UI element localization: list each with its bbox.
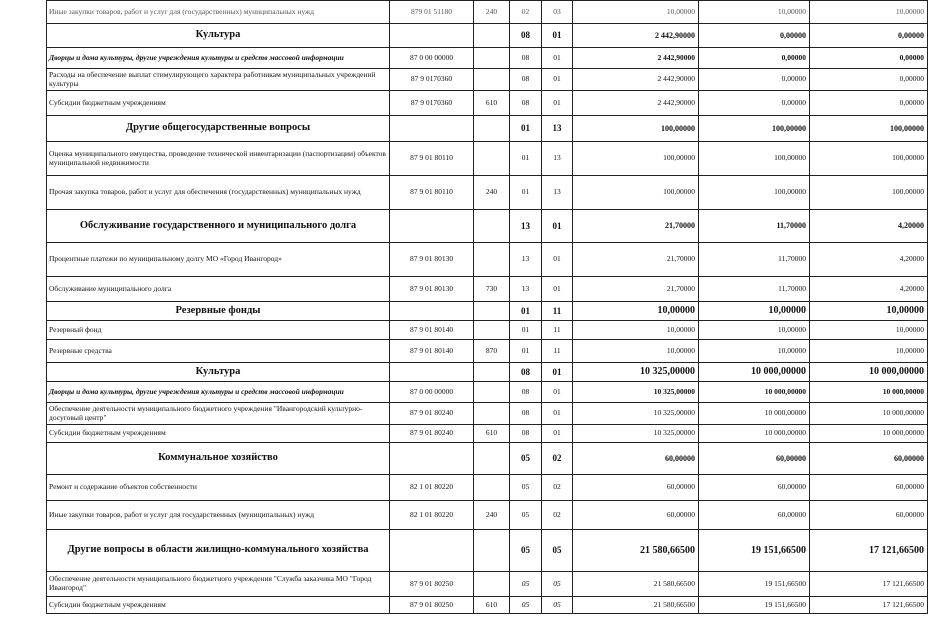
row-value-2: 19 151,66500 — [699, 572, 810, 597]
row-vr — [474, 302, 510, 321]
row-pr: 02 — [542, 475, 573, 501]
row-pr: 02 — [542, 443, 573, 475]
row-rz: 08 — [510, 363, 542, 382]
row-pr: 01 — [542, 48, 573, 69]
row-value-3: 100,00000 — [810, 176, 928, 210]
row-pr: 01 — [542, 91, 573, 116]
row-rz: 05 — [510, 572, 542, 597]
row-rz: 01 — [510, 176, 542, 210]
row-rz: 13 — [510, 243, 542, 277]
row-value-1: 10 325,00000 — [573, 425, 699, 443]
row-value-2: 100,00000 — [699, 142, 810, 176]
row-rz: 02 — [510, 1, 542, 24]
row-value-1: 21 580,66500 — [573, 597, 699, 614]
table-row — [47, 1, 928, 24]
row-vr — [474, 321, 510, 340]
row-name: Иные закупки товаров, работ и услуг для (государственных) муниципальных нужд — [47, 1, 390, 24]
row-vr: 870 — [474, 340, 510, 363]
row-pr: 01 — [542, 210, 573, 243]
row-rz: 13 — [510, 210, 542, 243]
row-value-3: 60,00000 — [810, 443, 928, 475]
row-vr — [474, 403, 510, 425]
row-rz: 05 — [510, 501, 542, 530]
row-name: Субсидии бюджетным учреждениям — [47, 597, 390, 614]
row-rz: 01 — [510, 340, 542, 363]
row-code: 87 9 01 80240 — [390, 403, 474, 425]
row-rz: 13 — [510, 277, 542, 302]
row-rz: 08 — [510, 382, 542, 403]
row-value-3: 10,00000 — [810, 340, 928, 363]
row-value-3: 100,00000 — [810, 116, 928, 142]
row-pr: 11 — [542, 302, 573, 321]
row-pr: 01 — [542, 382, 573, 403]
row-value-2: 100,00000 — [699, 176, 810, 210]
row-value-1: 100,00000 — [573, 116, 699, 142]
row-code: 87 9 01 80130 — [390, 243, 474, 277]
row-code: 87 9 01 80140 — [390, 340, 474, 363]
row-value-2: 10 000,00000 — [699, 363, 810, 382]
section-row — [47, 24, 928, 48]
row-value-2: 19 151,66500 — [699, 597, 810, 614]
row-name: Иные закупки товаров, работ и услуг для государственных (муниципальных) нужд — [47, 501, 390, 530]
row-value-1: 60,00000 — [573, 501, 699, 530]
budget-table — [46, 0, 928, 614]
row-rz: 05 — [510, 475, 542, 501]
row-value-3: 100,00000 — [810, 142, 928, 176]
row-name: Коммунальное хозяйство — [47, 443, 390, 475]
row-code — [390, 443, 474, 475]
row-value-3: 10,00000 — [810, 321, 928, 340]
row-pr: 01 — [542, 425, 573, 443]
row-value-3: 4,20000 — [810, 243, 928, 277]
row-rz: 01 — [510, 302, 542, 321]
row-rz: 05 — [510, 530, 542, 572]
row-vr: 610 — [474, 425, 510, 443]
row-name: Резервные фонды — [47, 302, 390, 321]
row-value-2: 0,00000 — [699, 91, 810, 116]
row-value-1: 2 442,90000 — [573, 48, 699, 69]
table-row — [47, 340, 928, 363]
row-name: Процентные платежи по муниципальному долгу МО «Город Ивангород» — [47, 243, 390, 277]
row-rz: 08 — [510, 24, 542, 48]
row-code — [390, 363, 474, 382]
row-vr — [474, 443, 510, 475]
row-pr: 02 — [542, 501, 573, 530]
row-value-1: 10,00000 — [573, 340, 699, 363]
row-code — [390, 530, 474, 572]
table-row — [47, 321, 928, 340]
row-pr: 01 — [542, 69, 573, 91]
row-pr: 01 — [542, 403, 573, 425]
row-code — [390, 24, 474, 48]
row-value-3: 10 000,00000 — [810, 425, 928, 443]
row-value-2: 60,00000 — [699, 443, 810, 475]
row-vr — [474, 243, 510, 277]
row-rz: 08 — [510, 69, 542, 91]
row-value-2: 60,00000 — [699, 475, 810, 501]
table-row — [47, 425, 928, 443]
row-name: Дворцы и дома культуры, другие учреждения культуры и средств массовой информации — [47, 382, 390, 403]
row-value-3: 4,20000 — [810, 277, 928, 302]
row-code — [390, 302, 474, 321]
table-row — [47, 91, 928, 116]
row-pr: 03 — [542, 1, 573, 24]
row-pr: 01 — [542, 24, 573, 48]
row-pr: 05 — [542, 597, 573, 614]
row-value-1: 2 442,90000 — [573, 24, 699, 48]
row-name: Обслуживание муниципального долга — [47, 277, 390, 302]
row-code: 87 9 01 80110 — [390, 142, 474, 176]
row-value-3: 10 000,00000 — [810, 382, 928, 403]
row-vr: 240 — [474, 501, 510, 530]
row-value-3: 17 121,66500 — [810, 572, 928, 597]
row-code: 87 9 01 80140 — [390, 321, 474, 340]
row-value-3: 17 121,66500 — [810, 530, 928, 572]
row-value-1: 10 325,00000 — [573, 382, 699, 403]
row-code: 82 1 01 80220 — [390, 475, 474, 501]
row-name: Прочая закупка товаров, работ и услуг для обеспечения (государственных) муниципальных нужд — [47, 176, 390, 210]
row-value-3: 10,00000 — [810, 1, 928, 24]
row-value-3: 10 000,00000 — [810, 403, 928, 425]
row-value-2: 0,00000 — [699, 24, 810, 48]
row-value-3: 10 000,00000 — [810, 363, 928, 382]
row-name: Обеспечение деятельности муниципального бюджетного учреждения "Ивангородский культурно-досуговый центр" — [47, 403, 390, 425]
row-value-1: 100,00000 — [573, 176, 699, 210]
row-pr: 11 — [542, 321, 573, 340]
row-rz: 01 — [510, 142, 542, 176]
row-value-1: 21,70000 — [573, 277, 699, 302]
row-value-2: 10 000,00000 — [699, 425, 810, 443]
row-name: Субсидии бюджетным учреждениям — [47, 425, 390, 443]
section-row — [47, 210, 928, 243]
row-name: Субсидии бюджетным учреждениям — [47, 91, 390, 116]
row-vr: 240 — [474, 1, 510, 24]
row-value-1: 60,00000 — [573, 443, 699, 475]
row-name: Обслуживание государственного и муниципального долга — [47, 210, 390, 243]
row-name: Резервный фонд — [47, 321, 390, 340]
row-vr — [474, 572, 510, 597]
row-vr: 610 — [474, 597, 510, 614]
row-value-3: 10,00000 — [810, 302, 928, 321]
row-value-1: 2 442,90000 — [573, 91, 699, 116]
row-value-1: 10 325,00000 — [573, 403, 699, 425]
row-pr: 01 — [542, 243, 573, 277]
row-value-1: 10 325,00000 — [573, 363, 699, 382]
row-vr: 610 — [474, 91, 510, 116]
row-vr — [474, 142, 510, 176]
row-rz: 08 — [510, 91, 542, 116]
row-rz: 05 — [510, 597, 542, 614]
table-row — [47, 277, 928, 302]
row-value-1: 10,00000 — [573, 302, 699, 321]
row-name: Другие вопросы в области жилищно-коммунального хозяйства — [47, 530, 390, 572]
row-code: 82 1 01 80220 — [390, 501, 474, 530]
row-value-2: 11,70000 — [699, 210, 810, 243]
row-value-1: 2 442,90000 — [573, 69, 699, 91]
row-rz: 01 — [510, 116, 542, 142]
row-value-3: 60,00000 — [810, 475, 928, 501]
row-name: Обеспечение деятельности муниципального бюджетного учреждения "Служба заказчика МО "Город Ивангород" — [47, 572, 390, 597]
row-pr: 01 — [542, 363, 573, 382]
row-vr: 730 — [474, 277, 510, 302]
section-row — [47, 363, 928, 382]
row-vr — [474, 48, 510, 69]
row-name: Культура — [47, 363, 390, 382]
row-name: Резервные средства — [47, 340, 390, 363]
row-vr — [474, 530, 510, 572]
row-value-2: 10,00000 — [699, 1, 810, 24]
row-vr — [474, 69, 510, 91]
row-value-2: 11,70000 — [699, 243, 810, 277]
table-row — [47, 176, 928, 210]
row-vr — [474, 24, 510, 48]
row-value-1: 21 580,66500 — [573, 530, 699, 572]
row-value-2: 10,00000 — [699, 340, 810, 363]
row-value-1: 100,00000 — [573, 142, 699, 176]
row-value-2: 60,00000 — [699, 501, 810, 530]
row-value-2: 11,70000 — [699, 277, 810, 302]
section-row — [47, 530, 928, 572]
row-value-3: 0,00000 — [810, 48, 928, 69]
row-value-3: 60,00000 — [810, 501, 928, 530]
row-value-1: 21,70000 — [573, 210, 699, 243]
table-row — [47, 382, 928, 403]
row-rz: 05 — [510, 443, 542, 475]
table-row — [47, 243, 928, 277]
row-code: 87 9 01 80130 — [390, 277, 474, 302]
row-code: 87 9 0170360 — [390, 91, 474, 116]
row-value-3: 0,00000 — [810, 24, 928, 48]
row-pr: 01 — [542, 277, 573, 302]
row-value-2: 0,00000 — [699, 69, 810, 91]
table-row — [47, 69, 928, 91]
row-vr — [474, 363, 510, 382]
row-pr: 13 — [542, 142, 573, 176]
row-pr: 13 — [542, 176, 573, 210]
row-code: 87 0 00 00000 — [390, 382, 474, 403]
row-vr: 240 — [474, 176, 510, 210]
table-row — [47, 475, 928, 501]
row-rz: 08 — [510, 403, 542, 425]
row-name: Дворцы и дома культуры, другие учреждения культуры и средств массовой информации — [47, 48, 390, 69]
row-rz: 08 — [510, 48, 542, 69]
section-row — [47, 116, 928, 142]
row-value-1: 21 580,66500 — [573, 572, 699, 597]
row-code: 87 9 01 80240 — [390, 425, 474, 443]
row-value-2: 19 151,66500 — [699, 530, 810, 572]
row-value-3: 0,00000 — [810, 69, 928, 91]
row-rz: 08 — [510, 425, 542, 443]
row-vr — [474, 210, 510, 243]
row-value-2: 10 000,00000 — [699, 382, 810, 403]
row-code: 87 9 01 80110 — [390, 176, 474, 210]
row-value-2: 10 000,00000 — [699, 403, 810, 425]
row-value-3: 17 121,66500 — [810, 597, 928, 614]
row-value-2: 100,00000 — [699, 116, 810, 142]
row-vr — [474, 382, 510, 403]
row-vr — [474, 475, 510, 501]
row-code: 87 9 01 80250 — [390, 597, 474, 614]
row-value-1: 10,00000 — [573, 321, 699, 340]
row-value-1: 10,00000 — [573, 1, 699, 24]
row-name: Другие общегосударственные вопросы — [47, 116, 390, 142]
table-row — [47, 403, 928, 425]
row-code — [390, 210, 474, 243]
row-rz: 01 — [510, 321, 542, 340]
row-value-2: 0,00000 — [699, 48, 810, 69]
section-row — [47, 302, 928, 321]
row-code: 87 9 0170360 — [390, 69, 474, 91]
table-row — [47, 597, 928, 614]
row-value-3: 0,00000 — [810, 91, 928, 116]
table-row — [47, 48, 928, 69]
table-row — [47, 142, 928, 176]
row-value-3: 4,20000 — [810, 210, 928, 243]
budget-sheet — [46, 0, 924, 614]
row-code: 879 01 51180 — [390, 1, 474, 24]
row-code: 87 9 01 80250 — [390, 572, 474, 597]
row-code: 87 0 00 00000 — [390, 48, 474, 69]
row-value-2: 10,00000 — [699, 321, 810, 340]
row-value-1: 21,70000 — [573, 243, 699, 277]
row-code — [390, 116, 474, 142]
table-row — [47, 572, 928, 597]
row-value-2: 10,00000 — [699, 302, 810, 321]
budget-table-body — [47, 1, 928, 614]
row-name: Расходы на обеспечение выплат стимулирующего характера работникам муниципальных учреждений культуры — [47, 69, 390, 91]
table-row — [47, 501, 928, 530]
row-name: Ремонт и содержание объектов собственности — [47, 475, 390, 501]
row-name: Оценка муниципального имущества, проведение технической инвентаризации (паспортизации) объектов муниципальной недвижимости — [47, 142, 390, 176]
row-pr: 11 — [542, 340, 573, 363]
row-pr: 05 — [542, 572, 573, 597]
row-pr: 05 — [542, 530, 573, 572]
row-vr — [474, 116, 510, 142]
section-row — [47, 443, 928, 475]
row-pr: 13 — [542, 116, 573, 142]
row-name: Культура — [47, 24, 390, 48]
row-value-1: 60,00000 — [573, 475, 699, 501]
